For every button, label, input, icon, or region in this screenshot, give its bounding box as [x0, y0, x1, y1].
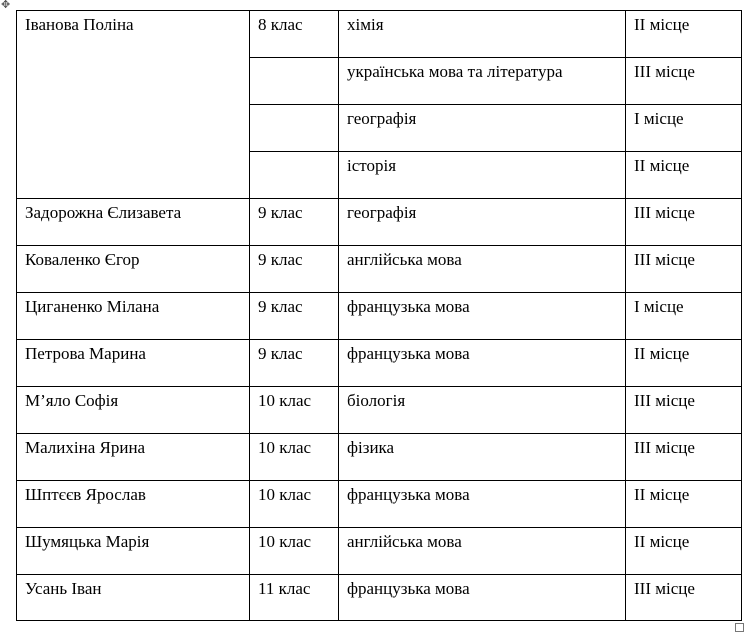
subject-cell[interactable]: хімія	[339, 11, 626, 58]
subject-cell[interactable]: англійська мова	[339, 528, 626, 575]
place-cell[interactable]: ІІІ місце	[626, 58, 742, 105]
subject-cell[interactable]: біологія	[339, 387, 626, 434]
subject-cell[interactable]: французька мова	[339, 293, 626, 340]
table-move-handle-icon[interactable]: ✥	[1, 0, 11, 11]
grade-cell[interactable]	[250, 58, 339, 105]
table-row	[17, 434, 742, 481]
place-cell[interactable]: ІІІ місце	[626, 199, 742, 246]
place-cell[interactable]: ІІ місце	[626, 11, 742, 58]
grade-cell[interactable]	[250, 152, 339, 199]
place-cell[interactable]: ІІІ місце	[626, 575, 742, 621]
subject-cell[interactable]: історія	[339, 152, 626, 199]
table-row	[17, 11, 742, 58]
subject-cell[interactable]: французька мова	[339, 481, 626, 528]
student-name-cell[interactable]: Циганенко Мілана	[17, 293, 250, 340]
table-row	[17, 387, 742, 434]
student-name-cell[interactable]: Іванова Поліна	[17, 11, 250, 199]
student-name-cell[interactable]: Усань Іван	[17, 575, 250, 621]
grade-cell[interactable]: 10 клас	[250, 434, 339, 481]
grade-cell[interactable]	[250, 105, 339, 152]
grade-cell[interactable]: 10 клас	[250, 387, 339, 434]
subject-cell[interactable]: українська мова та література	[339, 58, 626, 105]
place-cell[interactable]: І місце	[626, 293, 742, 340]
student-name-cell[interactable]: Коваленко Єгор	[17, 246, 250, 293]
table-row	[17, 575, 742, 621]
grade-cell[interactable]: 9 клас	[250, 340, 339, 387]
place-cell[interactable]: ІІІ місце	[626, 387, 742, 434]
student-name-cell[interactable]: Малихіна Ярина	[17, 434, 250, 481]
table-row	[17, 481, 742, 528]
grade-cell[interactable]: 10 клас	[250, 481, 339, 528]
grade-cell[interactable]: 8 клас	[250, 11, 339, 58]
student-name-cell[interactable]: Шумяцька Марія	[17, 528, 250, 575]
place-cell[interactable]: ІІ місце	[626, 528, 742, 575]
table-row	[17, 199, 742, 246]
place-cell[interactable]: ІІІ місце	[626, 246, 742, 293]
subject-cell[interactable]: французька мова	[339, 575, 626, 621]
student-name-cell[interactable]: Задорожна Єлизавета	[17, 199, 250, 246]
grade-cell[interactable]: 9 клас	[250, 293, 339, 340]
place-cell[interactable]: ІІ місце	[626, 152, 742, 199]
subject-cell[interactable]: англійська мова	[339, 246, 626, 293]
results-table	[16, 10, 742, 621]
subject-cell[interactable]: французька мова	[339, 340, 626, 387]
table-row	[17, 340, 742, 387]
subject-cell[interactable]: фізика	[339, 434, 626, 481]
subject-cell[interactable]: географія	[339, 105, 626, 152]
grade-cell[interactable]: 9 клас	[250, 199, 339, 246]
grade-cell[interactable]: 11 клас	[250, 575, 339, 621]
grade-cell[interactable]: 9 клас	[250, 246, 339, 293]
table-resize-handle[interactable]	[735, 623, 744, 632]
place-cell[interactable]: ІІ місце	[626, 340, 742, 387]
place-cell[interactable]: І місце	[626, 105, 742, 152]
student-name-cell[interactable]: Петрова Марина	[17, 340, 250, 387]
student-name-cell[interactable]: М’яло Софія	[17, 387, 250, 434]
place-cell[interactable]: ІІ місце	[626, 481, 742, 528]
table-row	[17, 246, 742, 293]
place-cell[interactable]: ІІІ місце	[626, 434, 742, 481]
table-row	[17, 293, 742, 340]
grade-cell[interactable]: 10 клас	[250, 528, 339, 575]
table-row	[17, 528, 742, 575]
student-name-cell[interactable]: Шптєєв Ярослав	[17, 481, 250, 528]
subject-cell[interactable]: географія	[339, 199, 626, 246]
